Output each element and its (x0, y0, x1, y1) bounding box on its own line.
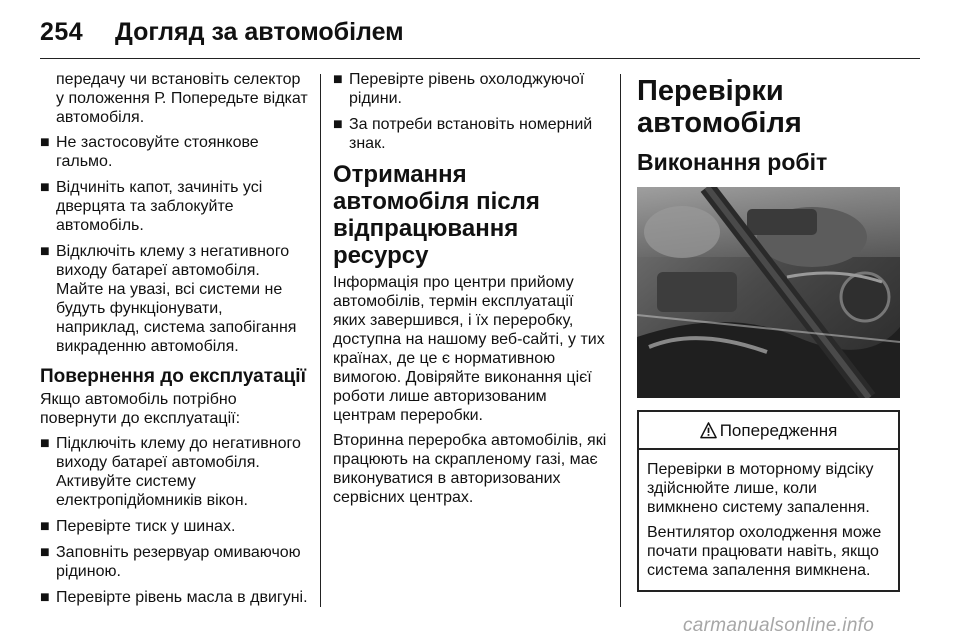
chapter-title: Догляд за автомобілем (115, 18, 404, 46)
bullet-icon: ■ (40, 544, 50, 561)
end-of-life-paragraph: Інформація про центри прийому автомобілів, термін експлуатації яких завершився, і їх переробку, доступна на нашому веб-сайті, у тих країнах, де це є нормативною вимогою. Довіряйте виконання цієї роботи лише авторизованим центрам переробки. (333, 274, 605, 424)
list-item (40, 517, 308, 536)
subheading-performing-work: Виконання робіт (637, 149, 828, 175)
list-item (333, 70, 608, 108)
bullet-icon: ■ (333, 116, 343, 133)
warning-paragraph: Перевірки в моторному відсіку здійснюйте лише, коли вимкнено систему запалення. (647, 461, 874, 516)
warning-box (637, 410, 900, 592)
storage-bullet-list (40, 133, 308, 356)
warning-paragraph: Вентилятор охолодження може почати працювати навіть, якщо система запалення вимкнена. (647, 524, 882, 579)
bullet-icon: ■ (40, 179, 50, 196)
list-item (333, 115, 608, 153)
recycling-paragraph: Вторинна переробка автомобілів, які працюють на скрапленому газі, має виконуватися в авторизованих сервісних центрах. (333, 432, 607, 506)
section-heading-end-of-life: Отримання автомобіля після відпрацювання ресурсу (333, 161, 540, 269)
left-column (40, 70, 308, 614)
page-header (40, 10, 920, 59)
list-item-text: Заповніть резервуар омиваючою рідиною. (56, 544, 301, 580)
intro-paragraph: передачу чи встановіть селектор у положення Р. Попередьте відкат автомобіля. (56, 71, 308, 126)
list-item (40, 133, 308, 171)
bullet-icon: ■ (40, 134, 50, 151)
list-item-text: Перевірте тиск у шинах. (56, 518, 236, 535)
middle-column (333, 70, 608, 513)
list-item (40, 588, 308, 607)
list-item-text: Перевірте рівень охолоджуючої рідини. (349, 71, 585, 107)
bullet-icon: ■ (333, 71, 343, 88)
warning-body (639, 450, 898, 590)
list-item (40, 242, 308, 356)
list-item (40, 434, 308, 510)
list-item-text: Підключіть клему до негативного виходу батареї автомобіля. Активуйте систему електропідйомників вікон. (56, 435, 301, 509)
list-item-text: Перевірте рівень масла в двигуні. (56, 589, 308, 606)
list-item (40, 178, 308, 235)
warning-header (639, 412, 898, 450)
warning-title: Попередження (719, 420, 838, 440)
return-bullet-list (40, 434, 308, 607)
list-item (40, 543, 308, 581)
section-heading-return: Повернення до експлуатації (40, 366, 306, 387)
column-divider-left (320, 74, 321, 607)
list-item-text: Відчиніть капот, зачиніть усі дверцята та заблокуйте автомобіль. (56, 179, 263, 234)
bullet-icon: ■ (40, 435, 50, 452)
engine-bay-photo (637, 187, 900, 398)
bullet-icon: ■ (40, 243, 50, 260)
list-item-text: Не застосовуйте стоянкове гальмо. (56, 134, 259, 170)
bullet-icon: ■ (40, 518, 50, 535)
list-item-text: Відключіть клему з негативного виходу батареї автомобіля. Майте на увазі, всі системи не будуть функціонувати, наприклад, система запобігання викраденню автомобіля. (56, 243, 297, 355)
right-column (637, 70, 900, 592)
section-intro-paragraph: Якщо автомобіль потрібно повернути до експлуатації: (40, 391, 241, 427)
section-heading-vehicle-checks: Перевірки автомобіля (637, 75, 802, 139)
column-divider-right (620, 74, 621, 607)
bullet-icon: ■ (40, 589, 50, 606)
watermark: carmanualsonline.info (683, 615, 875, 636)
warning-triangle-icon (700, 422, 717, 439)
page-number: 254 (40, 18, 84, 46)
check-bullet-list (333, 70, 608, 153)
list-item-text: За потреби встановіть номерний знак. (349, 116, 593, 152)
